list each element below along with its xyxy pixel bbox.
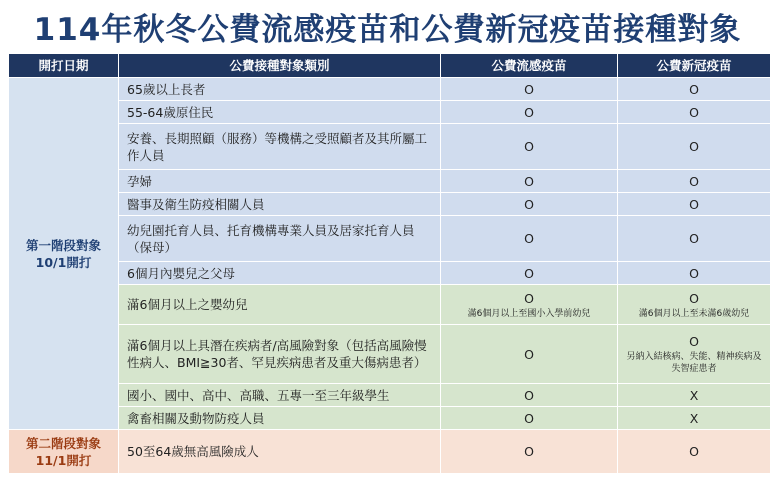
table-row [9, 285, 771, 325]
table-row [9, 407, 771, 430]
table-row [9, 101, 771, 124]
table-row [9, 384, 771, 407]
flu-cell [441, 285, 618, 325]
header-covid-vaccine: 公費新冠疫苗 [618, 54, 771, 78]
flu-mark: O [441, 325, 618, 384]
flu-mark: O [441, 170, 618, 193]
eligibility-table [8, 53, 771, 474]
covid-mark: O [618, 78, 771, 101]
covid-mark: O [618, 101, 771, 124]
category-cell: 幼兒園托育人員、托育機構專業人員及居家托育人員（保母） [119, 216, 441, 262]
category-cell: 滿6個月以上具潛在疾病者/高風險對象（包括高風險慢性病人、BMI≧30者、罕見疾病患者及重大傷病患者） [119, 325, 441, 384]
flu-mark: O [441, 216, 618, 262]
phase-2-date: 11/1開打 [35, 452, 92, 468]
covid-cell [618, 325, 771, 384]
flu-mark: O [441, 430, 618, 474]
flu-mark: O [441, 193, 618, 216]
page-title: 114年秋冬公費流感疫苗和公費新冠疫苗接種對象 [33, 11, 742, 48]
covid-note: 滿6個月以上至未滿6歲幼兒 [638, 308, 750, 319]
category-cell: 50至64歲無高風險成人 [119, 430, 441, 474]
flu-mark: O [441, 124, 618, 170]
covid-mark: O [689, 290, 699, 306]
covid-mark: O [618, 193, 771, 216]
table-row [9, 170, 771, 193]
category-cell: 55-64歲原住民 [119, 101, 441, 124]
category-cell: 滿6個月以上之嬰幼兒 [119, 285, 441, 325]
category-cell: 醫事及衛生防疫相關人員 [119, 193, 441, 216]
covid-mark: O [689, 334, 699, 349]
flu-mark: O [441, 384, 618, 407]
flu-mark: O [441, 101, 618, 124]
header-row [9, 54, 771, 78]
category-cell: 孕婦 [119, 170, 441, 193]
covid-mark: O [618, 124, 771, 170]
category-cell: 安養、長期照顧（服務）等機構之受照顧者及其所屬工作人員 [119, 124, 441, 170]
phase-1-cell [9, 78, 119, 430]
covid-note: 另納入結核病、失能、精神疾病及失智症患者 [626, 352, 762, 374]
covid-mark: O [618, 216, 771, 262]
table-row [9, 262, 771, 285]
covid-mark: O [618, 430, 771, 474]
covid-mark: X [618, 407, 771, 430]
table-row [9, 193, 771, 216]
flu-mark: O [524, 290, 534, 306]
category-cell: 65歲以上長者 [119, 78, 441, 101]
header-flu-vaccine: 公費流感疫苗 [441, 54, 618, 78]
category-cell: 國小、國中、高中、高職、五專一至三年級學生 [119, 384, 441, 407]
phase-2-cell [9, 430, 119, 474]
flu-mark: O [441, 262, 618, 285]
table-row [9, 430, 771, 474]
covid-mark: O [618, 170, 771, 193]
table-row [9, 124, 771, 170]
category-cell: 6個月內嬰兒之父母 [119, 262, 441, 285]
table-row [9, 78, 771, 101]
phase-1-date: 10/1開打 [35, 254, 92, 270]
covid-cell [618, 285, 771, 325]
header-category: 公費接種對象類別 [119, 54, 441, 78]
table-row [9, 216, 771, 262]
phase-1-label: 第一階段對象 [25, 237, 101, 253]
flu-mark: O [441, 78, 618, 101]
phase-2-label: 第二階段對象 [25, 435, 101, 451]
table-row [9, 325, 771, 384]
covid-mark: O [618, 262, 771, 285]
flu-mark: O [441, 407, 618, 430]
flu-note: 滿6個月以上至國小入學前幼兒 [467, 308, 591, 319]
covid-mark: X [618, 384, 771, 407]
header-date: 開打日期 [9, 54, 119, 78]
category-cell: 禽畜相關及動物防疫人員 [119, 407, 441, 430]
